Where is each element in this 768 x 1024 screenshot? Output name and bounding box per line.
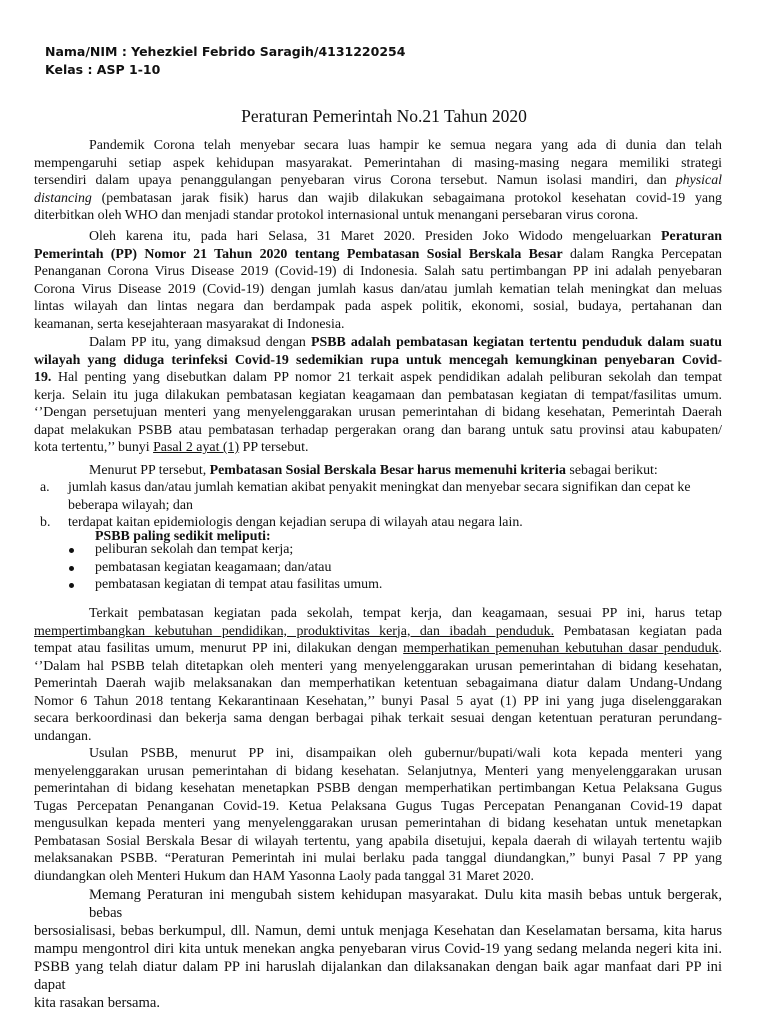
- italic-term: distancing: [34, 190, 92, 206]
- bold-term: PSBB adalah pembatasan kegiatan tertentu penduduk dalam suatu: [310, 335, 722, 350]
- text-span: PP tersebut.: [242, 440, 309, 455]
- text-line: wilayah yang diduga terinfeksi Covid-19 sedemikian rupa untuk mencegah kemungkinan penyebaran Covid-: [34, 352, 722, 368]
- text-line: menyelenggarakan urusan pemerintahan di bidang kesehatan. Selanjutnya, Menteri yang menyelenggarakan urusan: [34, 763, 722, 779]
- list-item: peliburan sekolah dan tempat kerja;: [95, 542, 294, 557]
- text-line: melaksanakan PSBB. “Peraturan Pemerintah ini mulai berlaku pada tanggal diundangkan,” bunyi Pasal 7 PP yang: [34, 851, 722, 866]
- underlined-phrase: memperhatikan pemenuhan kebutuhan dasar penduduk: [403, 641, 719, 656]
- text-line: [34, 228, 722, 246]
- text-line: mampu mengontrol diri kita untuk menekan angka penyebaran virus Covid-19 yang sedang melanda negeri kita ini.: [34, 941, 722, 957]
- text-span: Menurut PP tersebut,: [89, 463, 207, 478]
- text-span: Dalam PP itu, yang dimaksud dengan: [89, 335, 306, 350]
- text-line: lintas wilayah dan lintas negara dan berdampak pada aspek politik, ekonomi, sosial, budaya, pertahanan dan: [34, 299, 722, 314]
- text-with-underline: [403, 641, 722, 656]
- text-line: Penanganan Corona Virus Disease 2019 (Covid-19) di Indonesia. Salah satu pertimbangan PP ini adalah penyebaran: [34, 264, 722, 279]
- text-line: diundangkan oleh Menteri Hukum dan HAM Yasonna Laoly pada tanggal 31 Maret 2020.: [34, 868, 534, 884]
- text-line: keamanan, serta kesejahteraan masyarakat di Indonesia.: [34, 316, 345, 332]
- list-item: [34, 479, 734, 514]
- text-line: secara berkoordinasi dan bekerja sama dengan berbagai pihak terkait sesuai dengan ketentuan peraturan perundang-: [34, 711, 722, 726]
- text-line: Memang Peraturan ini mengubah sistem kehidupan masyarakat. Dulu kita masih bebas untuk bergerak, bebas: [89, 887, 722, 921]
- bold-term: Peraturan: [661, 229, 722, 244]
- psbb-heading: PSBB paling sedikit meliputi:: [95, 529, 271, 544]
- bold-term: 19.: [34, 370, 52, 385]
- text-span: Pembatasan kegiatan pada: [563, 623, 722, 639]
- text-span: .: [718, 641, 723, 656]
- text-line: [34, 640, 722, 658]
- list-item: pembatasan kegiatan di tempat atau fasilitas umum.: [95, 577, 383, 592]
- text-line: Usulan PSBB, menurut PP ini, disampaikan oleh gubernur/bupati/wali kota kepada menteri yang: [89, 746, 722, 761]
- paragraph-4: [34, 462, 722, 480]
- text-span: kota tertentu,’’ bunyi: [34, 440, 150, 455]
- text-line: [34, 246, 722, 264]
- paragraph-1: [34, 137, 722, 225]
- list-item: pembatasan kegiatan keagamaan; dan/atau: [95, 560, 332, 575]
- article-reference: Pasal 2 ayat (1): [153, 440, 240, 455]
- text-line: Pembatasan Sosial Berskala Besar di wilayah tertentu, yang apabila disetujui, kepala daerah di wilayah tertentu wajib: [34, 833, 722, 849]
- text-span: tersendiri dalam upaya penanggulangan penyebaran virus Corona tersebut. Namun isolasi mandiri, dan: [34, 173, 667, 188]
- italic-term: physical: [675, 173, 723, 188]
- text-span: Hal penting yang disebutkan dalam PP nomor 21 terkait aspek pendidikan adalah peliburan sekolah dan tempat: [57, 370, 722, 385]
- text-line: Corona Virus Disease 2019 (Covid-19) dengan jumlah kasus dan/atau jumlah kematian telah meningkat dan meluas: [34, 281, 722, 297]
- text-line: Pemerintah Daerah wajib melaksanakan dan memperhatikan ketentuan sebagaimana diatur dalam Undang-Undang: [34, 676, 722, 691]
- text-span: dalam Rangka Percepatan: [569, 246, 722, 262]
- bullet-icon: [69, 548, 74, 553]
- text-line: mengusulkan kepada menteri yang menyelenggarakan urusan pemerintahan di bidang kesehatan untuk menetapkan: [34, 816, 722, 831]
- list-marker: b.: [40, 515, 51, 530]
- text-line: [34, 623, 722, 641]
- text-span: sebagai berikut:: [569, 463, 658, 478]
- text-line: [34, 172, 722, 190]
- student-name-line: Nama/NIM : Yehezkiel Febrido Saragih/4131220254: [45, 44, 406, 59]
- text-line: Terkait pembatasan kegiatan pada sekolah, tempat kerja, dan keagamaan, sesuai PP ini, harus tetap: [89, 606, 722, 621]
- paragraph-6: [34, 745, 722, 885]
- text-line: kerja. Selain itu juga dilakukan pembatasan kegiatan keagamaan dan pembatasan kegiatan di tempat/fasilitas umum.: [34, 387, 722, 403]
- text-span: (pembatasan jarak fisik) harus dan wajib dilakukan sebagaimana protokol kesehatan covid-19 yang: [101, 190, 722, 206]
- text-line: terdapat kaitan epidemiologis dengan kejadian serupa di wilayah atau negara lain.: [68, 515, 523, 530]
- text-line: kita rasakan bersama.: [34, 995, 161, 1011]
- text-line: ‘’Dalam hal PSBB telah ditetapkan oleh menteri yang menyelenggarakan urusan pemerintahan di bidang kesehatan,: [34, 658, 722, 674]
- text-line: beberapa wilayah; dan: [68, 497, 193, 513]
- text-line: Tugas Percepatan Penanganan Covid-19. Ketua Pelaksana Gugus Tugas Percepatan Penanganan Covid-19 dapat: [34, 798, 722, 814]
- text-line: Pandemik Corona telah menyebar secara luas hampir ke semua negara yang ada di dunia dan telah: [89, 138, 722, 153]
- text-line: PSBB yang telah diatur dalam PP ini haruslah dijalankan dan dilaksanakan dengan baik agar manfaat dari PP ini dapat: [34, 959, 722, 993]
- text-line: [34, 334, 722, 352]
- text-line: pemerintahan di bidang kesehatan menetapkan PSBB dengan memperhatikan pertimbangan Ketua Pelaksana Gugus: [34, 781, 722, 796]
- text-line: mempengaruhi setiap aspek kehidupan masyarakat. Pemerintahan di masing-masing negara memiliki strategi: [34, 155, 722, 171]
- text-line: diterbitkan oleh WHO dan menjadi standar protokol internasional untuk menangani persebaran virus corona.: [34, 208, 639, 223]
- list-marker: a.: [40, 480, 50, 495]
- bullet-icon: [69, 583, 74, 588]
- bold-term: Pemerintah (PP) Nomor 21 Tahun 2020 tentang Pembatasan Sosial Berskala Besar: [34, 246, 563, 262]
- bold-term: Pembatasan Sosial Berskala Besar harus memenuhi kriteria: [209, 463, 566, 478]
- bullet-icon: [69, 566, 74, 571]
- document-title: Peraturan Pemerintah No.21 Tahun 2020: [241, 106, 527, 126]
- text-span: tempat atau fasilitas umum, menurut PP ini, dilakukan dengan: [34, 641, 398, 656]
- text-line: Nomor 6 Tahun 2018 tentang Kekarantinaan Kesehatan,’’ bunyi Pasal 5 ayat (1) PP ini yang juga diselenggarakan: [34, 693, 722, 709]
- paragraph-5: [34, 605, 722, 745]
- text-line: undangan.: [34, 728, 92, 744]
- text-line: bersosialisasi, bebas berkumpul, dll. Namun, demi untuk menjaga Kesehatan dan Keselamatan bersama, kita harus: [34, 923, 722, 939]
- text-span: Oleh karena itu, pada hari Selasa, 31 Maret 2020. Presiden Joko Widodo mengeluarkan: [89, 229, 652, 244]
- text-line: [34, 462, 722, 480]
- text-line: ‘’Dengan persetujuan menteri yang menyelenggarakan urusan pemerintahan di bidang kesehatan, Pemerintah Daerah: [34, 405, 722, 420]
- paragraph-3: [34, 334, 722, 457]
- paragraph-2: [34, 228, 722, 333]
- text-line: [34, 439, 722, 457]
- underlined-phrase: mempertimbangkan kebutuhan pendidikan, produktivitas kerja, dan ibadah penduduk.: [34, 623, 555, 639]
- paragraph-7: [34, 886, 722, 1012]
- text-line: dapat melakukan PSBB atau pembatasan terhadap pergerakan orang dan barang untuk satu provinsi atau kabupaten/: [34, 422, 722, 438]
- text-line: jumlah kasus dan/atau jumlah kematian akibat penyakit meningkat dan menyebar secara signifikan dan cepat ke: [68, 480, 691, 495]
- class-line: Kelas : ASP 1-10: [45, 62, 161, 77]
- text-line: [34, 369, 722, 387]
- text-line: [34, 190, 722, 208]
